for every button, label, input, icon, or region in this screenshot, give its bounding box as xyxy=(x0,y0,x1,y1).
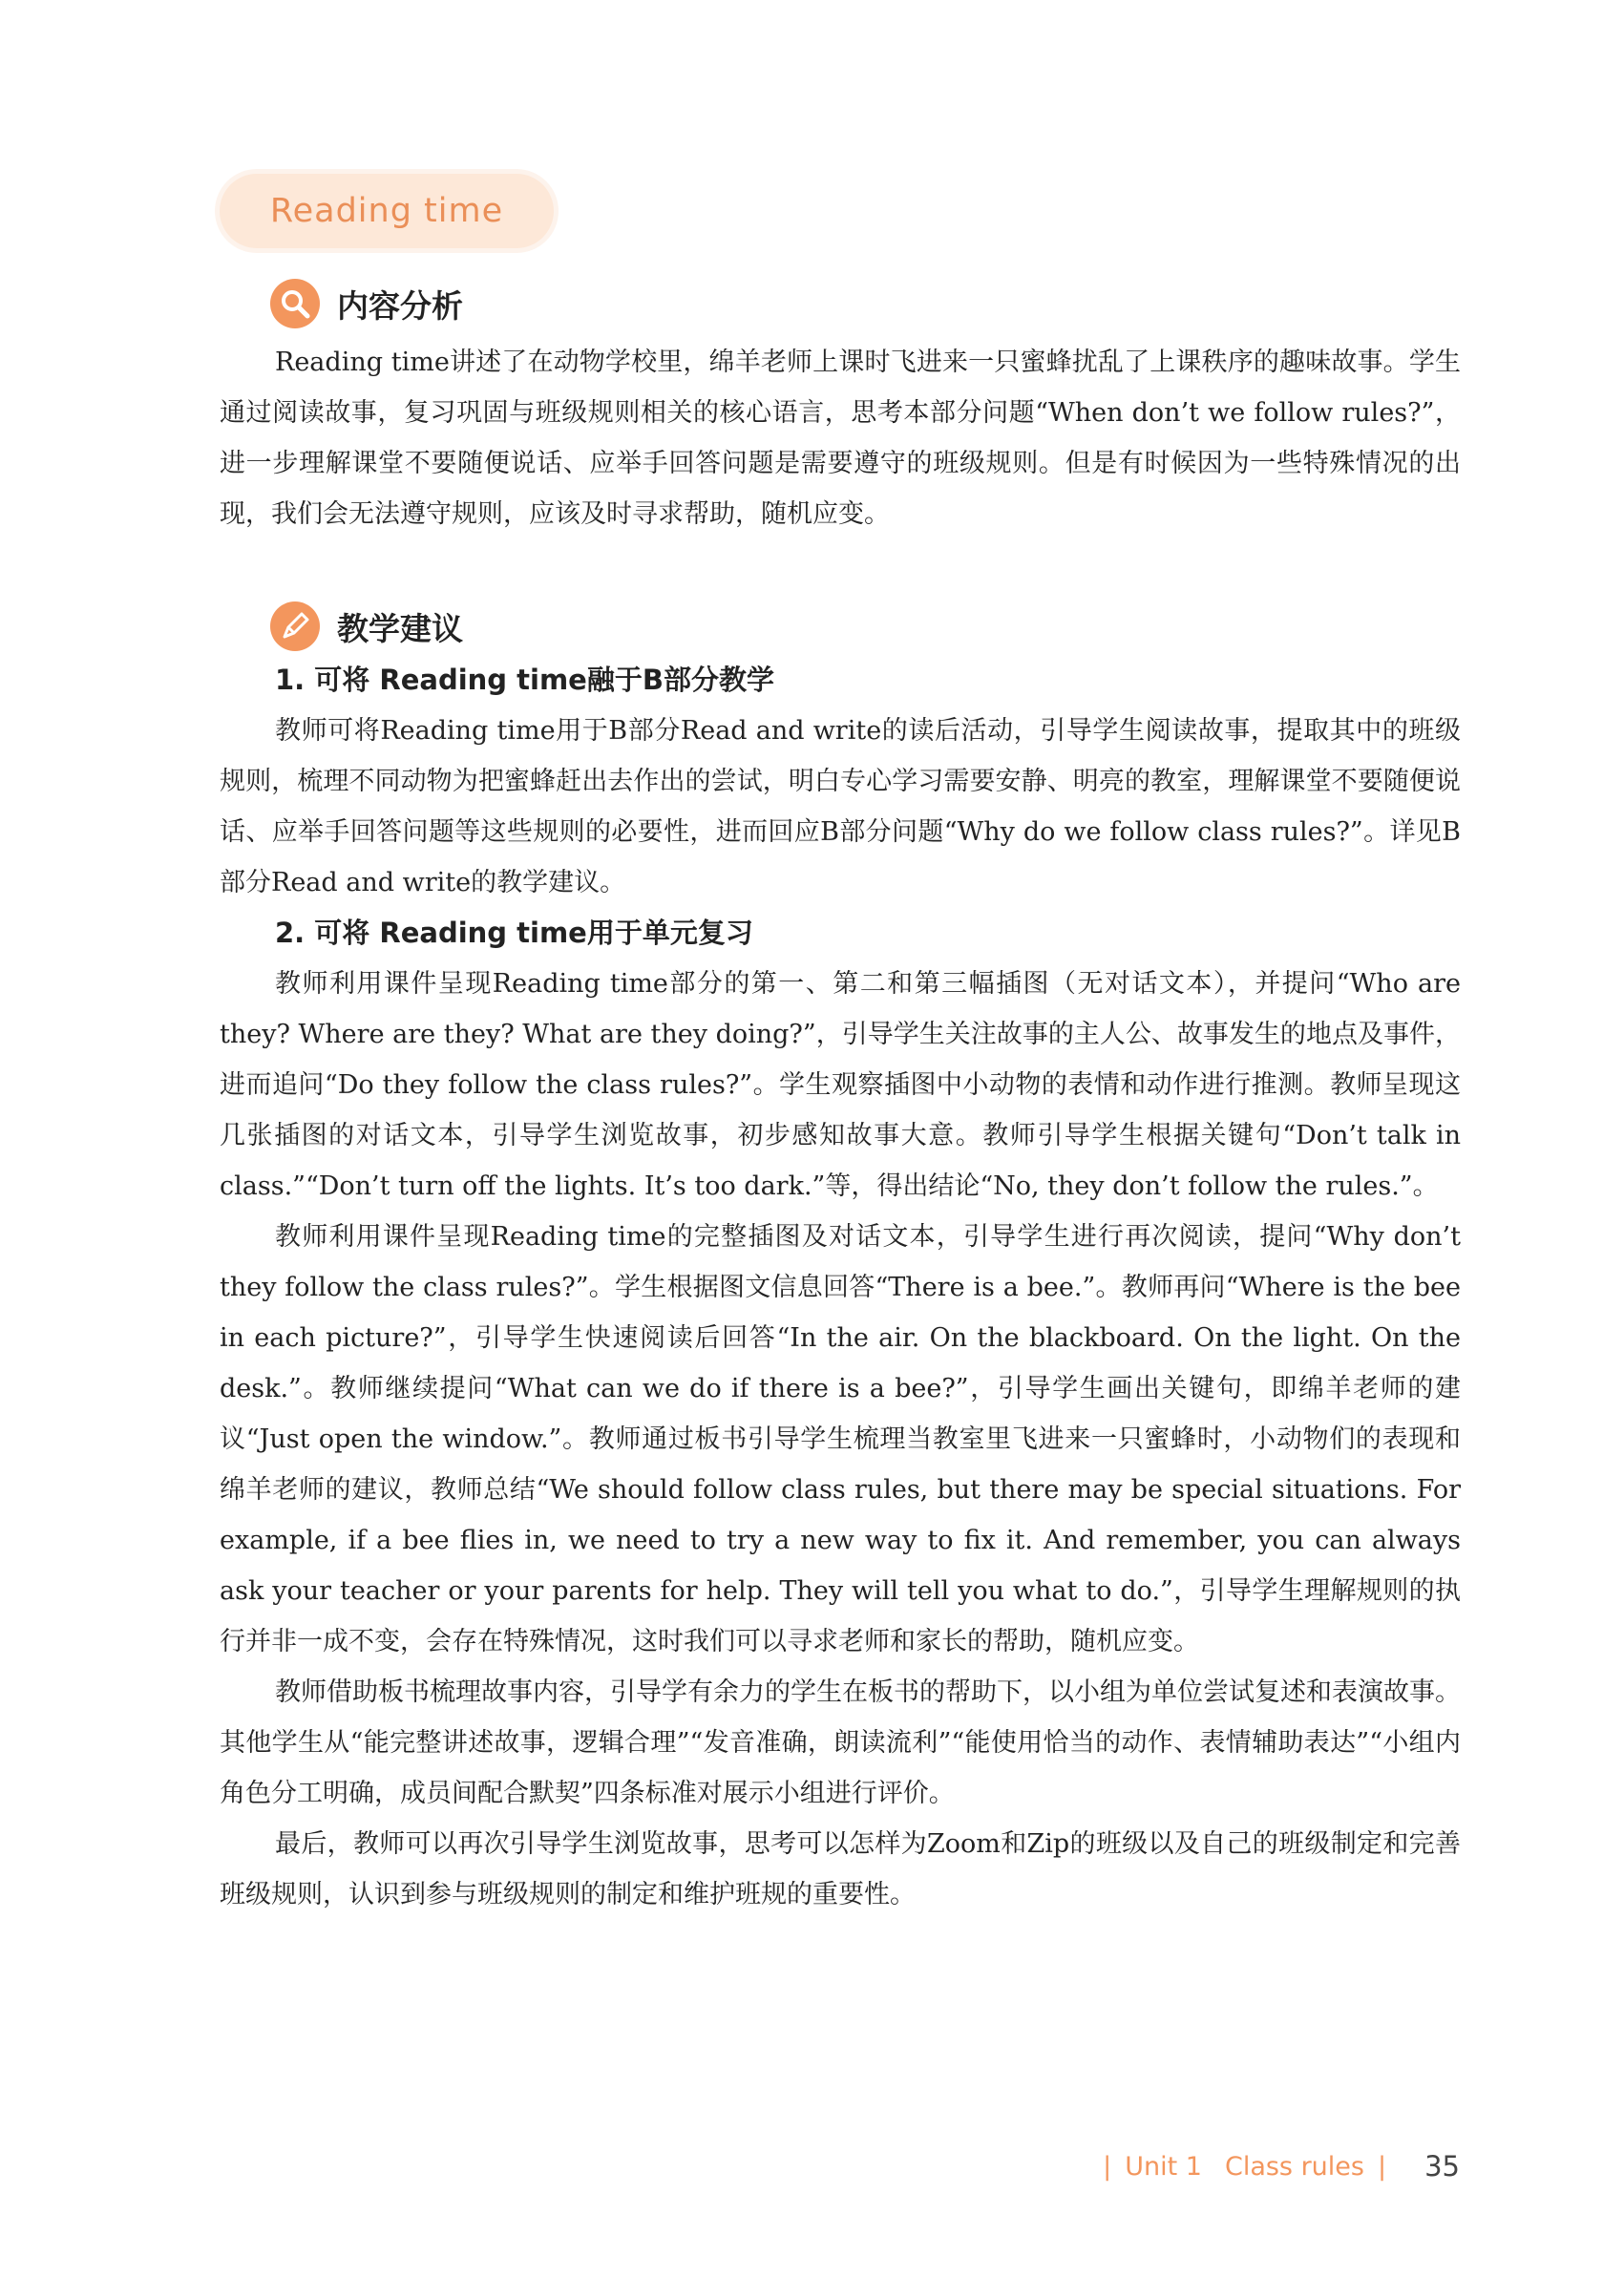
footer-divider: | xyxy=(1377,2151,1387,2182)
content-analysis-body xyxy=(220,337,1461,539)
page-number: 35 xyxy=(1424,2150,1460,2183)
page-footer xyxy=(1089,2150,1460,2183)
footer-unit: Unit 1 xyxy=(1125,2151,1202,2182)
magnifier-icon xyxy=(270,279,320,328)
suggestion-1-paragraph: 教师可将Reading time用于B部分Read and write的读后活动，引导学生阅读故事，提取其中的班级规则，梳理不同动物为把蜜蜂赶出去作出的尝试，明白专心学习需要安静、明亮的教室，理解课堂不要随便说话、应举手回答问题等这些规则的必要性，进而回应B部分问题“Why do we follow class rules?”。详见B部分Read and write的教学建议。 xyxy=(220,716,1461,897)
teaching-suggestions-body xyxy=(220,655,1461,1920)
footer-divider: | xyxy=(1103,2151,1112,2182)
content-analysis-paragraph: Reading time讲述了在动物学校里，绵羊老师上课时飞进来一只蜜蜂扰乱了上课秩序的趣味故事。学生通过阅读故事，复习巩固与班级规则相关的核心语言，思考本部分问题“When don’t we follow rules?”，进一步理解课堂不要随便说话、应举手回答问题是需要遵守的班级规则。但是有时候因为一些特殊情况的出现，我们会无法遵守规则，应该及时寻求帮助，随机应变。 xyxy=(220,348,1461,529)
suggestion-2-heading: 2. 可将 Reading time用于单元复习 xyxy=(275,917,753,949)
suggestion-2-paragraph-3: 教师借助板书梳理故事内容，引导学有余力的学生在板书的帮助下，以小组为单位尝试复述和表演故事。其他学生从“能完整讲述故事，逻辑合理”“发音准确，朗读流利”“能使用恰当的动作、表情辅助表达”“小组内角色分工明确，成员间配合默契”四条标准对展示小组进行评价。 xyxy=(220,1677,1461,1808)
pencil-icon xyxy=(270,601,320,651)
suggestion-1-heading: 1. 可将 Reading time融于B部分教学 xyxy=(275,664,774,696)
section-tag: Reading time xyxy=(220,174,554,248)
suggestion-2-paragraph-1: 教师利用课件呈现Reading time部分的第一、第二和第三幅插图（无对话文本），并提问“Who are they? Where are they? What are they doing?”，引导学生关注故事的主人公、故事发生的地点及事件，进而追问“Do they follow the class rules?”。学生观察插图中小动物的表情和动作进行推测。教师呈现这几张插图的对话文本，引导学生浏览故事，初步感知故事大意。教师引导学生根据关键句“Don’t talk in class.”“Don’t turn off the lights. It’s too dark.”等，得出结论“No, they don’t follow the rules.”。 xyxy=(220,969,1461,1201)
teaching-suggestions-heading xyxy=(270,601,463,651)
teaching-suggestions-title: 教学建议 xyxy=(337,609,463,647)
suggestion-2-paragraph-4: 最后，教师可以再次引导学生浏览故事，思考可以怎样为Zoom和Zip的班级以及自己的班级制定和完善班级规则，认识到参与班级规则的制定和维护班规的重要性。 xyxy=(220,1829,1461,1909)
content-analysis-heading xyxy=(270,279,463,328)
footer-chapter: Class rules xyxy=(1224,2151,1364,2182)
content-analysis-title: 内容分析 xyxy=(337,286,463,325)
suggestion-2-paragraph-2: 教师利用课件呈现Reading time的完整插图及对话文本，引导学生进行再次阅读，提问“Why don’t they follow the class rules?”。学生根据图文信息回答“There is a bee.”。教师再问“Where is the bee in each picture?”，引导学生快速阅读后回答“In the air. On the blackboard. On the light. On the desk.”。教师继续提问“What can we do if there is a bee?”，引导学生画出关键句，即绵羊老师的建议“Just open the window.”。教师通过板书引导学生梳理当教室里飞进来一只蜜蜂时，小动物们的表现和绵羊老师的建议，教师总结“We should follow class rules, but there may be special situations. For example, if a bee flies in, we need to try a new way to fix it. And remember, you can always ask your teacher or your parents for help. They will tell you what to do.”，引导学生理解规则的执行并非一成不变，会存在特殊情况，这时我们可以寻求老师和家长的帮助，随机应变。 xyxy=(220,1222,1461,1656)
